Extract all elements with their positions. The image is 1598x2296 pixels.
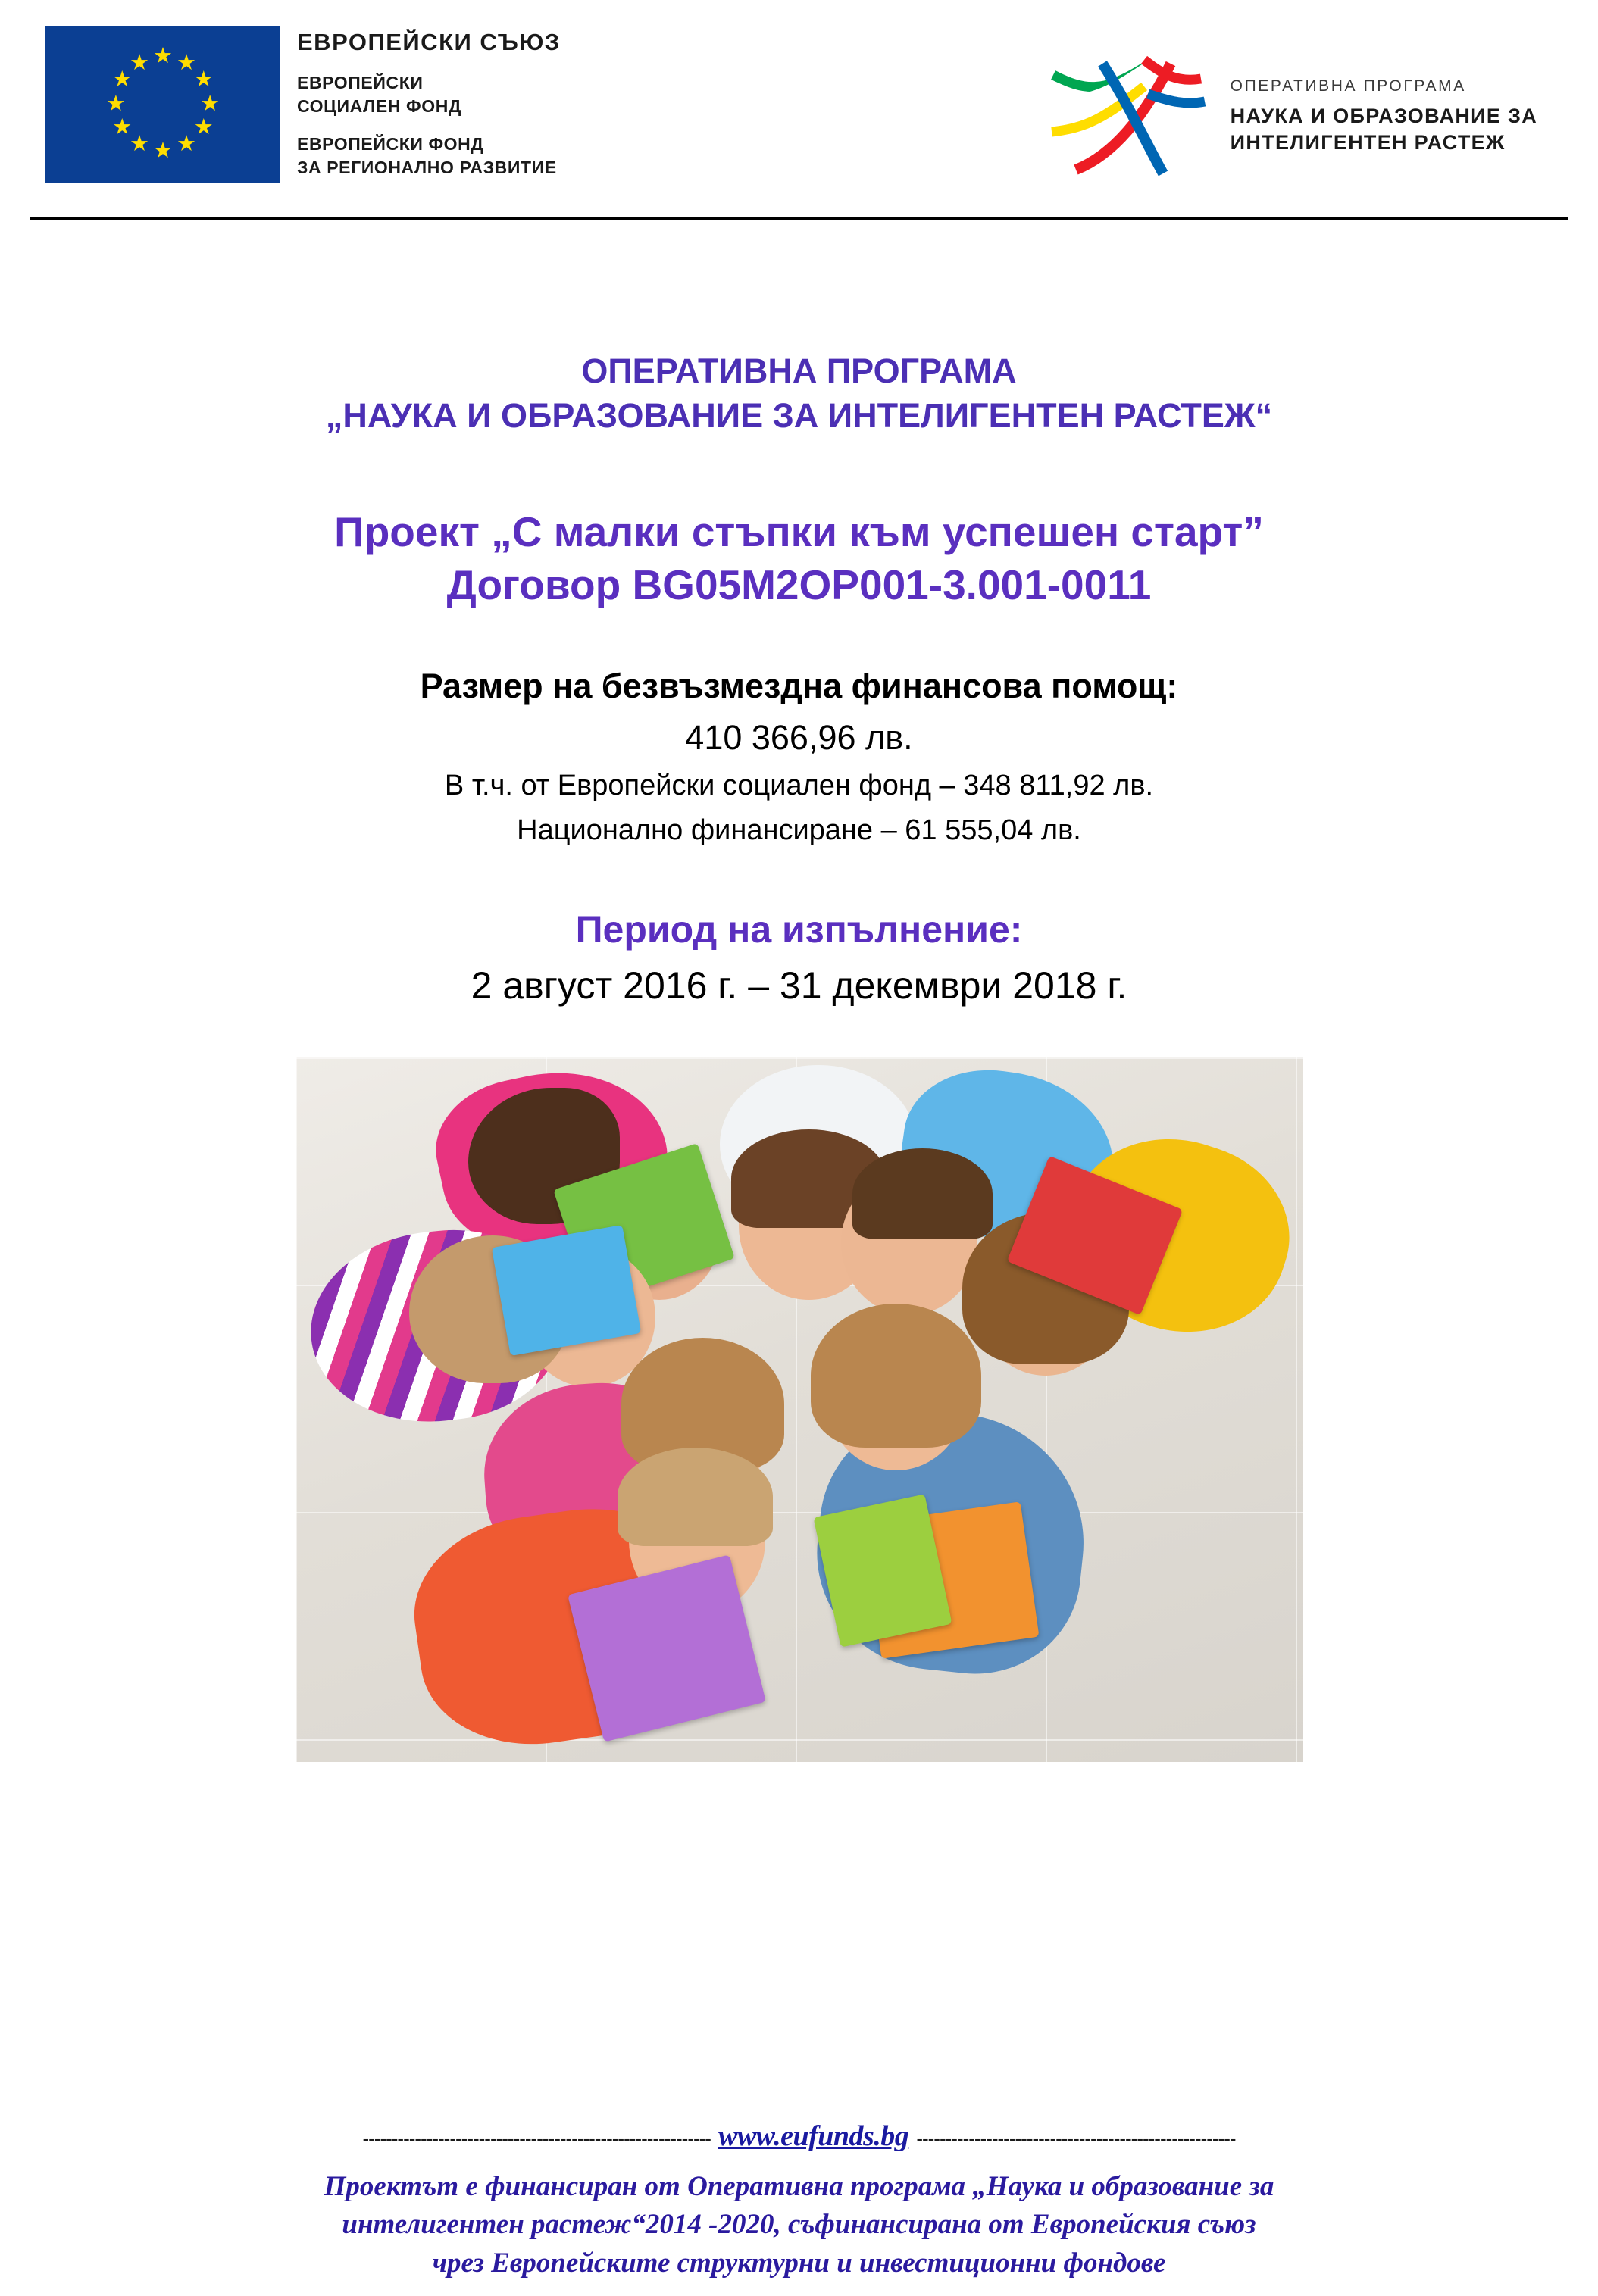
op-name-line1: НАУКА И ОБРАЗОВАНИЕ ЗА	[1230, 104, 1537, 127]
children-with-books-photo	[296, 1057, 1303, 1762]
footer-note-line3: чрез Европейските структурни и инвестиционни фондове	[432, 2247, 1166, 2279]
photo-container	[296, 1057, 1303, 1762]
header-divider	[30, 217, 1568, 220]
eu-star-icon: ★	[193, 67, 214, 92]
op-small-title: ОПЕРАТИВНА ПРОГРАМА	[1230, 77, 1466, 95]
eu-logo-block	[45, 26, 561, 183]
eu-star-icon: ★	[112, 114, 133, 139]
header-logos-row	[45, 26, 1553, 185]
grant-amount: 410 366,96 лв.	[685, 717, 913, 757]
eu-erdf-line1: ЕВРОПЕЙСКИ ФОНД	[297, 134, 484, 155]
footer-url-line	[0, 2120, 1598, 2153]
eu-star-icon: ★	[153, 138, 173, 163]
eu-star-icon: ★	[193, 114, 214, 139]
grant-label: Размер на безвъзмездна финансова помощ:	[420, 666, 1178, 705]
period-label: Период на изпълнение:	[575, 907, 1023, 951]
project-contract-number: Договор BG05M2OP001-3.001-0011	[446, 561, 1152, 609]
period-value: 2 август 2016 г. – 31 декември 2018 г.	[471, 964, 1127, 1007]
eu-star-icon: ★	[200, 91, 220, 116]
eu-esf-line1: ЕВРОПЕЙСКИ	[297, 73, 424, 92]
photo-child-hair	[618, 1448, 773, 1546]
footer-dashes-right: -------------------------------------------------------	[916, 2127, 1236, 2151]
program-title-line2: „НАУКА И ОБРАЗОВАНИЕ ЗА ИНТЕЛИГЕНТЕН РАСТЕЖ“	[325, 396, 1273, 436]
photo-child-hair	[811, 1304, 981, 1448]
op-logo-block	[1030, 26, 1537, 185]
document-header	[0, 0, 1598, 220]
op-ribbon-icon	[1030, 48, 1220, 185]
program-title-line1: ОПЕРАТИВНА ПРОГРАМА	[581, 351, 1017, 390]
eu-star-icon: ★	[177, 132, 197, 157]
grant-national-share: Национално финансиране – 61 555,04 лв.	[517, 814, 1081, 846]
eu-star-icon: ★	[105, 91, 126, 116]
footer-note-line2: интелигентен растеж“2014 -2020, съфинансирана от Европейския съюз	[342, 2209, 1256, 2241]
eu-flag-icon	[45, 26, 280, 183]
footer-dashes-left: ------------------------------------------------------------	[362, 2127, 711, 2151]
document-footer	[0, 2120, 1598, 2282]
op-name-line2: ИНТЕЛИГЕНТЕН РАСТЕЖ	[1230, 131, 1506, 154]
footer-funding-note	[0, 2168, 1598, 2282]
eu-star-icon: ★	[112, 67, 133, 92]
footer-note-line1: Проектът е финансиран от Оперативна програма „Наука и образование за	[324, 2171, 1274, 2203]
eufunds-link[interactable]: www.eufunds.bg	[718, 2120, 909, 2153]
eu-star-icon: ★	[129, 132, 149, 157]
project-title-line1: Проект „С малки стъпки към успешен старт”	[334, 508, 1264, 555]
eu-erdf-text	[297, 133, 561, 179]
eu-star-icon: ★	[153, 44, 173, 69]
op-logo-text	[1231, 77, 1537, 156]
eu-erdf-line2: ЗА РЕГИОНАЛНО РАЗВИТИЕ	[297, 157, 557, 177]
eu-star-icon: ★	[129, 50, 149, 75]
project-title	[91, 505, 1507, 612]
photo-book-blue	[491, 1224, 641, 1355]
eu-esf-line2: СОЦИАЛЕН ФОНД	[297, 95, 461, 116]
eu-logo-text	[297, 26, 561, 179]
document-body	[0, 348, 1598, 1762]
eu-esf-text	[297, 71, 561, 117]
photo-child-hair	[852, 1148, 993, 1239]
eu-star-icon: ★	[177, 50, 197, 75]
eu-title: ЕВРОПЕЙСКИ СЪЮЗ	[297, 29, 561, 55]
grant-esf-share: В т.ч. от Европейски социален фонд – 348 811,92 лв.	[444, 769, 1154, 801]
op-name	[1231, 103, 1537, 156]
program-title	[91, 348, 1507, 439]
